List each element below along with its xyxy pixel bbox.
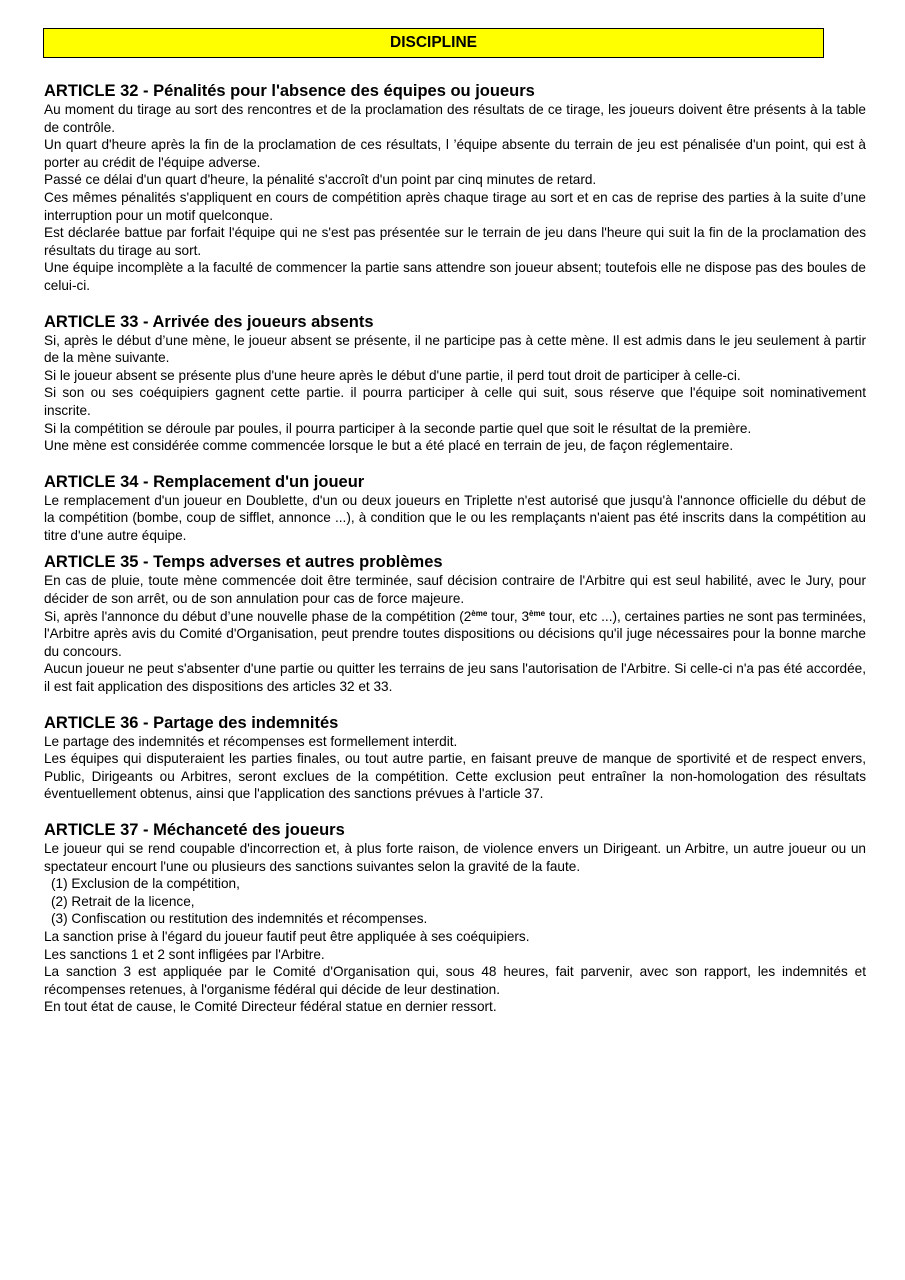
article-33-paragraph: Si son ou ses coéquipiers gagnent cette partie. il pourra participer à celle qui suit, sous réserve que l'équipe soit nominativement inscrite. bbox=[44, 385, 866, 418]
article-33-paragraph: Si la compétition se déroule par poules, il pourra participer à la seconde partie quel que soit le résultat de la première. bbox=[44, 420, 752, 436]
spacer bbox=[44, 544, 866, 553]
sanction-list-item: (1) Exclusion de la compétition, bbox=[51, 876, 240, 892]
section-banner: DISCIPLINE bbox=[43, 28, 824, 58]
article-33-paragraph: Si le joueur absent se présente plus d'une heure après le début d'une partie, il perd tout droit de participer à celle-ci. bbox=[44, 367, 741, 383]
spacer bbox=[44, 696, 866, 714]
article-32-paragraph: Au moment du tirage au sort des rencontres et de la proclamation des résultats de ce tirage, les joueurs doivent être présents à la table de contrôle. bbox=[44, 102, 866, 135]
text-run: Si, après l'annonce du début d’une nouvelle phase de la compétition (2 bbox=[44, 608, 472, 624]
article-34 bbox=[44, 473, 866, 545]
article-37-title: ARTICLE 37 - Méchanceté des joueurs bbox=[44, 821, 345, 839]
article-37-paragraph: Le joueur qui se rend coupable d'incorrection et, à plus forte raison, de violence envers un Dirigeant. un Arbitre, un autre joueur ou un spectateur encourt l'une ou plusieurs des sanctions suivantes selon la gravité de la faute. bbox=[44, 841, 866, 874]
article-37-paragraph: Les sanctions 1 et 2 sont infligées par l'Arbitre. bbox=[44, 946, 325, 962]
text-run: tour, 3 bbox=[487, 608, 530, 624]
article-37-paragraph: La sanction 3 est appliquée par le Comité d'Organisation qui, sous 48 heures, fait parvenir, avec son rapport, les indemnités et récompenses retenues, à l'organisme fédéral qui décide de leur destination. bbox=[44, 964, 866, 997]
article-34-paragraph: Le remplacement d'un joueur en Doublette, d'un ou deux joueurs en Triplette n'est autorisé que jusqu'à l'annonce officielle du début de la compétition (bombe, coup de sifflet, annonce ...), à condition que le ou les remplaçants n'aient pas été inscrits dans la compétition au titre d'une autre équipe. bbox=[44, 492, 866, 543]
spacer bbox=[44, 803, 866, 821]
article-35-paragraph: En cas de pluie, toute mène commencée doit être terminée, sauf décision contraire de l'Arbitre qui est seul habilité, avec le Jury, pour décider de son arrêt, ou de son annulation pour cas de force majeure. bbox=[44, 573, 866, 607]
article-33 bbox=[44, 313, 866, 455]
article-35-paragraph: Aucun joueur ne peut s'absenter d'une partie ou quitter les terrains de jeu sans l'autorisation de l'Arbitre. Si celle-ci n'a pas été accordée, il est fait application des dispositions des articles 32 et 33. bbox=[44, 661, 866, 695]
article-32-paragraph: Une équipe incomplète a la faculté de commencer la partie sans attendre son joueur absent; toutefois elle ne dispose pas des boules de celui-ci. bbox=[44, 260, 866, 293]
article-32-paragraph: Est déclarée battue par forfait l'équipe qui ne s'est pas présentée sur le terrain de jeu dans l'heure qui suit la fin de la proclamation des résultats du tirage au sort. bbox=[44, 225, 866, 258]
superscript: ème bbox=[529, 608, 546, 618]
article-37-paragraph: En tout état de cause, le Comité Directeur fédéral statue en dernier ressort. bbox=[44, 999, 497, 1015]
article-32-title: ARTICLE 32 - Pénalités pour l'absence des équipes ou joueurs bbox=[44, 82, 535, 100]
article-37-paragraph: La sanction prise à l'égard du joueur fautif peut être appliquée à ses coéquipiers. bbox=[44, 928, 530, 944]
article-37 bbox=[44, 821, 866, 1016]
article-36 bbox=[44, 714, 866, 803]
text-run: tour, etc ...), certaines parties ne sont pas terminées, l'Arbitre après avis du Comité d'Organisation, peut prendre toutes dispositions ou décisions qu'il juge nécessaires pour la bonne marche du concours. bbox=[44, 608, 866, 659]
sanction-list-item: (2) Retrait de la licence, bbox=[51, 893, 195, 909]
article-36-paragraph: Le partage des indemnités et récompenses est formellement interdit. bbox=[44, 733, 458, 749]
article-34-title: ARTICLE 34 - Remplacement d'un joueur bbox=[44, 472, 365, 491]
article-33-paragraph: Une mène est considérée comme commencée lorsque le but a été placé en terrain de jeu, de façon réglementaire. bbox=[44, 438, 734, 454]
article-32-paragraph: Ces mêmes pénalités s'appliquent en cours de compétition après chaque tirage au sort et en cas de reprise des parties à la suite d’une interruption pour un motif quelconque. bbox=[44, 189, 866, 223]
article-35-title: ARTICLE 35 - Temps adverses et autres problèmes bbox=[44, 553, 443, 572]
article-32 bbox=[44, 82, 866, 295]
spacer bbox=[44, 455, 866, 473]
sanction-list-item: (3) Confiscation ou restitution des indemnités et récompenses. bbox=[51, 911, 428, 927]
article-33-paragraph: Si, après le début d’une mène, le joueur absent se présente, il ne participe pas à cette mène. Il est admis dans le jeu seulement à partir de la mène suivante. bbox=[44, 332, 866, 366]
document-body bbox=[44, 82, 866, 1016]
article-32-paragraph: Passé ce délai d'un quart d'heure, la pénalité s'accroît d'un point par cinq minutes de retard. bbox=[44, 172, 597, 188]
article-33-title: ARTICLE 33 - Arrivée des joueurs absents bbox=[44, 312, 374, 331]
article-36-paragraph: Les équipes qui disputeraient les parties finales, ou tout autre partie, en faisant preuve de manque de sportivité et de respect envers, Public, Dirigeants ou Arbitres, seront exclues de la compétition. Cette exclusion peut entraîner la non-homologation des résultats éventuellement obtenus, ainsi que l'application des sanctions prévues à l'article 37. bbox=[44, 751, 866, 802]
article-35-paragraph bbox=[44, 608, 866, 661]
article-36-title: ARTICLE 36 - Partage des indemnités bbox=[44, 713, 339, 732]
article-35 bbox=[44, 553, 866, 695]
spacer bbox=[44, 295, 866, 313]
article-32-paragraph: Un quart d'heure après la fin de la proclamation de ces résultats, l ’équipe absente du terrain de jeu est pénalisée d'un point, qui est à porter au crédit de l'équipe adverse. bbox=[44, 137, 866, 170]
superscript: ème bbox=[471, 608, 488, 618]
